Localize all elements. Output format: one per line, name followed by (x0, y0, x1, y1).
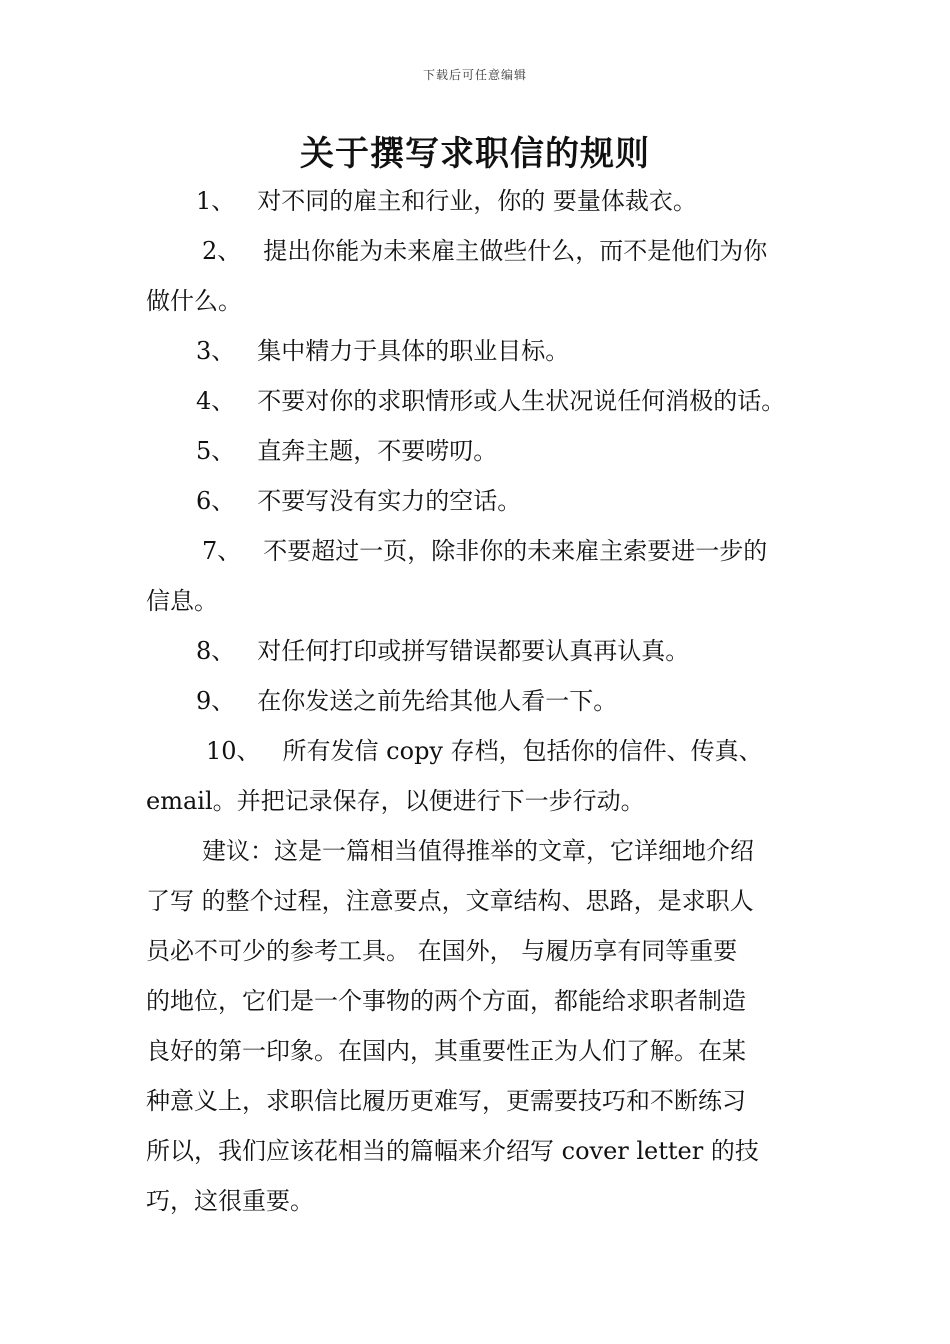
advice-line-7: 所以，我们应该花相当的篇幅来介绍写 cover letter 的技 (146, 1137, 759, 1165)
rule-text: 集中精力于具体的职业目标。 (257, 337, 570, 365)
rule-number: 6、 (196, 487, 236, 515)
rule-item-10 (146, 726, 826, 776)
rule-text: 所有发信 copy 存档，包括你的信件、传真、 (282, 737, 763, 765)
rule-item-2 (146, 226, 826, 276)
rule-number: 4、 (196, 387, 236, 415)
rule-number: 8、 (196, 637, 236, 665)
rule-item-2-continuation: 做什么。 (146, 287, 242, 315)
rule-text: 在你发送之前先给其他人看一下。 (257, 687, 618, 715)
rule-text: 不要写没有实力的空话。 (257, 487, 522, 515)
rule-item-8 (146, 626, 826, 676)
rule-number: 2、 (202, 237, 242, 265)
rule-item-6 (146, 476, 826, 526)
rule-item-9 (146, 676, 826, 726)
rule-item-10-continuation: email。并把记录保存，以便进行下一步行动。 (146, 787, 645, 815)
rule-text: 不要超过一页，除非你的未来雇主索要进一步的 (263, 537, 768, 565)
rule-number: 3、 (196, 337, 236, 365)
rule-item-5 (146, 426, 826, 476)
advice-line-3: 员必不可少的参考工具。 在国外， 与履历享有同等重要 (146, 937, 738, 965)
rule-text: 提出你能为未来雇主做些什么，而不是他们为你 (263, 237, 768, 265)
advice-line-6: 种意义上，求职信比履历更难写，更需要技巧和不断练习 (146, 1087, 746, 1115)
rule-number: 5、 (196, 437, 236, 465)
advice-line-4: 的地位，它们是一个事物的两个方面，都能给求职者制造 (146, 987, 746, 1015)
rule-item-7 (146, 526, 826, 576)
rule-item-1 (146, 176, 826, 226)
advice-line-2: 了写 的整个过程，注意要点，文章结构、思路，是求职人 (146, 887, 754, 915)
rule-number: 1、 (196, 187, 236, 215)
rule-text: 对任何打印或拼写错误都要认真再认真。 (257, 637, 690, 665)
rule-text: 不要对你的求职情形或人生状况说任何消极的话。 (257, 387, 786, 415)
rule-number: 10、 (206, 737, 261, 765)
rule-text: 直奔主题，不要唠叨。 (257, 437, 498, 465)
rule-item-7-continuation: 信息。 (146, 587, 218, 615)
page-title: 关于撰写求职信的规则 (300, 134, 650, 174)
advice-line-8: 巧，这很重要。 (146, 1187, 314, 1215)
rule-item-4 (146, 376, 826, 426)
header-note: 下载后可任意编辑 (422, 68, 527, 82)
document-body (146, 176, 826, 1226)
advice-line-1: 建议：这是一篇相当值得推举的文章，它详细地介绍 (202, 837, 754, 865)
rule-number: 7、 (202, 537, 242, 565)
rule-text: 对不同的雇主和行业，你的 要量体裁衣。 (257, 187, 697, 215)
rule-item-3 (146, 326, 826, 376)
advice-line-5: 良好的第一印象。在国内，其重要性正为人们了解。在某 (146, 1037, 746, 1065)
rule-number: 9、 (196, 687, 236, 715)
